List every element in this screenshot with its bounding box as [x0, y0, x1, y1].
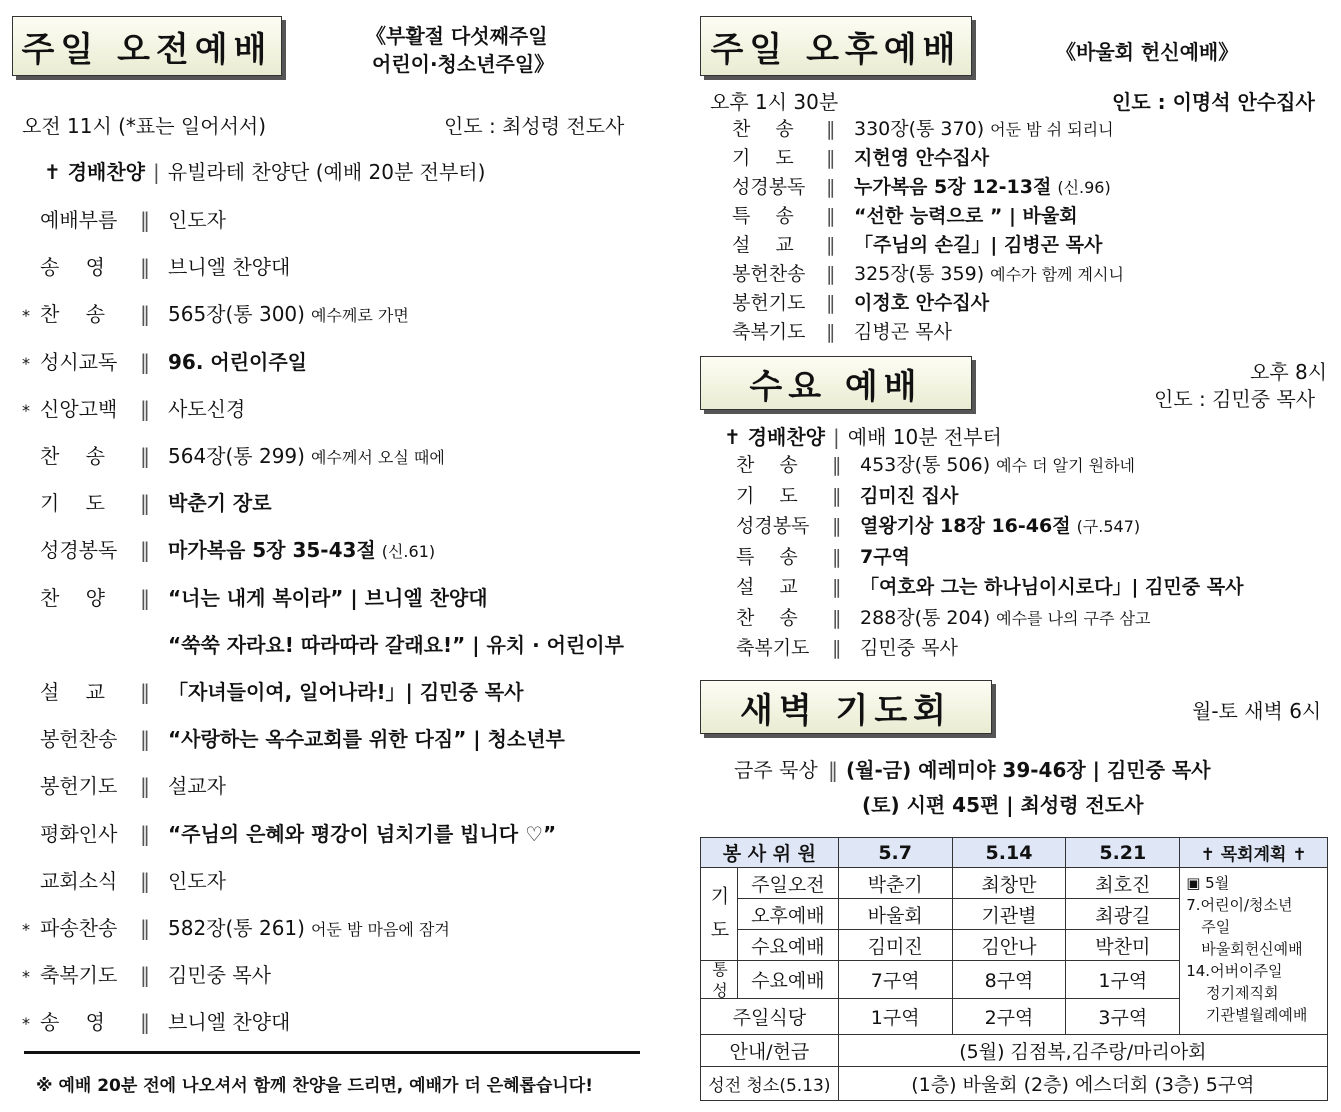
- order-item: [22, 298, 409, 327]
- clean-value: (1층) 바울회 (2층) 에스더회 (3층) 5구역: [838, 1067, 1327, 1101]
- order-value: “선한 능력으로 ” | 바울회: [854, 205, 1078, 227]
- order-label: 기 도: [732, 147, 794, 169]
- table-cell: 최창만: [952, 868, 1066, 899]
- order-value: 브니엘 찬양대: [168, 1010, 291, 1035]
- plan-line: 주일: [1186, 918, 1231, 936]
- wed-pre-praise-label: ✝ 경배찬양: [724, 425, 826, 449]
- order-item: [22, 865, 226, 894]
- order-value: “사랑하는 옥수교회를 위한 다짐” | 청소년부: [168, 727, 565, 752]
- order-value: 325장(통 359): [854, 263, 985, 285]
- order-value: 288장(통 204): [860, 606, 991, 629]
- afternoon-time: 오후 1시 30분: [710, 90, 839, 114]
- order-label: 송 영: [40, 255, 105, 280]
- separator: ‖: [140, 208, 150, 232]
- dawn-label: 금주 묵상: [734, 758, 818, 782]
- order-label: 봉헌기도: [732, 292, 806, 314]
- separator: ‖: [140, 1010, 150, 1035]
- plan-line: 7.어린이/청소년: [1186, 896, 1293, 914]
- order-note: 어둔 밤 쉬 되리니: [990, 120, 1114, 139]
- order-item: [22, 676, 523, 705]
- separator: ‖: [140, 444, 150, 468]
- wednesday-pre-praise: ✝ 경배찬양 | 예배 10분 전부터: [724, 421, 1002, 450]
- separator: ‖: [140, 585, 150, 610]
- order-label: 신앙고백: [40, 396, 118, 421]
- afternoon-service-title: 주일 오후예배: [700, 16, 972, 76]
- order-note: 예수께로 가면: [310, 306, 409, 326]
- order-label: 설 교: [732, 234, 794, 256]
- table-cell: 3구역: [1066, 999, 1180, 1035]
- order-label: 송 영: [40, 1010, 105, 1035]
- order-item: [22, 912, 450, 941]
- order-value: 마가복음 5장 35-43절: [168, 538, 376, 563]
- order-value: 김병곤 목사: [854, 321, 952, 343]
- order-item: [732, 317, 952, 344]
- order-label: 성경봉독: [40, 538, 118, 563]
- order-item: [736, 633, 958, 660]
- separator: ‖: [826, 234, 836, 256]
- row-label: 주일식당: [701, 999, 839, 1035]
- order-label: 평화인사: [40, 821, 118, 846]
- standing-mark: *: [22, 1014, 30, 1034]
- row-label: 오후예배: [737, 899, 838, 930]
- order-value: 인도자: [168, 868, 226, 893]
- table-cell: 김미진: [838, 930, 952, 961]
- order-item: [22, 959, 271, 988]
- wednesday-leader: 인도 : 김민중 목사: [1154, 387, 1316, 411]
- order-item: [22, 346, 307, 375]
- order-note: (구.547): [1076, 517, 1141, 536]
- morning-subtitle-1: 《부활절 다섯째주일: [366, 24, 548, 48]
- order-label: 설 교: [40, 680, 105, 704]
- dawn-prayer-title: 새벽 기도회: [700, 680, 992, 734]
- order-label: 기 도: [40, 491, 105, 516]
- order-value: 김미진 집사: [860, 484, 959, 507]
- clean-label: 성전 청소(5.13): [701, 1067, 839, 1101]
- standing-mark: *: [22, 967, 30, 987]
- separator: ‖: [140, 963, 150, 988]
- order-note: 예수가 함께 계시니: [990, 265, 1124, 284]
- order-note: 예수께서 오실 때에: [310, 448, 445, 467]
- order-label: 찬 송: [736, 606, 798, 629]
- order-item: [736, 511, 1140, 538]
- order-item: [22, 487, 272, 516]
- table-cell: 김안나: [952, 930, 1066, 961]
- order-value: 열왕기상 18장 16-46절: [860, 515, 1071, 537]
- separator: ‖: [832, 515, 842, 537]
- separator: ‖: [140, 868, 150, 893]
- separator: ‖: [140, 491, 150, 516]
- order-note: 예수 더 알기 원하네: [996, 456, 1136, 475]
- order-label: 찬 송: [40, 302, 105, 327]
- order-note: (신.61): [381, 542, 436, 562]
- separator: ‖: [140, 396, 150, 421]
- order-item: [22, 1006, 290, 1035]
- separator: ‖: [826, 292, 836, 314]
- morning-leader: 인도 : 최성령 전도사: [444, 114, 625, 138]
- order-label: 성경봉독: [736, 515, 810, 537]
- order-item: [22, 534, 435, 563]
- standing-mark: *: [22, 306, 30, 326]
- order-item: [732, 259, 1124, 286]
- order-note: (신.96): [1057, 178, 1111, 197]
- plan-line: 14.어버이주일: [1186, 962, 1283, 980]
- order-value: 김민중 목사: [860, 637, 958, 659]
- order-note: 예수를 나의 구주 삼고: [996, 608, 1151, 628]
- pre-praise-value: 유빌라테 찬양단 (예배 20분 전부터): [167, 160, 486, 184]
- guide-label: 안내/헌금: [701, 1035, 839, 1067]
- date-col-3: 5.21: [1066, 838, 1180, 868]
- footer-divider: [24, 1051, 640, 1054]
- wednesday-time: 오후 8시: [1250, 360, 1328, 384]
- separator: ‖: [140, 916, 150, 940]
- order-value: 564장(통 299): [168, 444, 305, 468]
- order-value: 누가복음 5장 12-13절: [854, 176, 1052, 198]
- order-value: 박춘기 장로: [168, 491, 272, 516]
- order-item: [736, 481, 958, 508]
- pre-praise-label: ✝ 경배찬양: [44, 160, 146, 184]
- roster-header: 봉 사 위 원: [701, 838, 839, 868]
- table-cell: 박찬미: [1066, 930, 1180, 961]
- order-item: [22, 770, 226, 799]
- separator: ‖: [140, 349, 150, 374]
- order-value: 「주님의 손길」| 김병곤 목사: [854, 234, 1103, 256]
- order-label: 축복기도: [736, 637, 810, 659]
- order-item: [22, 723, 565, 752]
- dawn-meditation: 금주 묵상 ‖ (월-금) 예레미야 39-46장 | 김민중 목사: [734, 754, 1211, 783]
- order-item: [22, 818, 556, 847]
- table-cell: 1구역: [838, 999, 952, 1035]
- separator: ‖: [832, 545, 842, 568]
- separator: ‖: [140, 774, 150, 799]
- order-value: 김민중 목사: [168, 963, 271, 988]
- order-value: 사도신경: [168, 396, 246, 421]
- row-label: 주일오전: [737, 868, 838, 899]
- morning-footer-note: ※ 예배 20분 전에 나오셔서 함께 찬양을 드리면, 예배가 더 은혜롭습니다!: [36, 1076, 593, 1096]
- order-label: 축복기도: [40, 963, 118, 988]
- order-item: [736, 603, 1150, 630]
- order-label: 봉헌찬송: [732, 263, 806, 285]
- order-value: 「여호와 그는 하나님이시로다」| 김민중 목사: [860, 576, 1244, 598]
- separator: ‖: [826, 176, 836, 198]
- plan-line: 정기제직회: [1186, 984, 1279, 1002]
- dawn-time: 월-토 새벽 6시: [1192, 699, 1322, 723]
- wed-pre-praise-value: 예배 10분 전부터: [847, 425, 1002, 449]
- plan-line: 바울회헌신예배: [1186, 940, 1303, 958]
- order-item: [22, 629, 624, 658]
- order-value: 브니엘 찬양대: [168, 255, 291, 280]
- order-item: [736, 450, 1135, 477]
- order-label: 예배부름: [40, 208, 118, 232]
- order-value: “너는 내게 복이라” | 브니엘 찬양대: [168, 585, 488, 610]
- table-cell: 2구역: [952, 999, 1066, 1035]
- separator: ‖: [826, 118, 836, 140]
- order-label: 특 송: [736, 545, 798, 568]
- order-value: 96. 어린이주일: [168, 349, 307, 374]
- order-item: [736, 572, 1243, 599]
- order-value: 582장(통 261): [168, 916, 305, 940]
- order-label: 성시교독: [40, 349, 118, 374]
- separator: ‖: [832, 454, 842, 476]
- order-item: [22, 251, 290, 280]
- dawn-line-1: (월-금) 예레미야 39-46장 | 김민중 목사: [846, 758, 1211, 782]
- order-value: 지헌영 안수집사: [854, 147, 990, 169]
- order-value: 「자녀들이여, 일어나라!」| 김민중 목사: [168, 680, 524, 704]
- afternoon-leader: 인도 : 이명석 안수집사: [1112, 90, 1315, 114]
- dawn-line-2: (토) 시편 45편 | 최성령 전도사: [862, 793, 1144, 817]
- afternoon-subtitle: 《바울회 헌신예배》: [1056, 40, 1239, 64]
- table-cell: 8구역: [952, 961, 1066, 999]
- separator: ‖: [140, 821, 150, 846]
- plan-line: 기관별월례예배: [1186, 1006, 1308, 1024]
- order-item: [732, 143, 989, 170]
- plan-line: ▣ 5월: [1186, 874, 1230, 892]
- order-item: [732, 288, 989, 315]
- order-item: [22, 204, 226, 233]
- separator: ‖: [832, 576, 842, 598]
- separator: ‖: [140, 727, 150, 752]
- separator: ‖: [832, 484, 842, 507]
- separator: ‖: [140, 302, 150, 327]
- order-item: [22, 582, 488, 611]
- order-value: “주님의 은혜와 평강이 넘치기를 빕니다 ♡”: [168, 821, 557, 846]
- row-label: 수요예배: [737, 930, 838, 961]
- table-cell: 최광길: [1066, 899, 1180, 930]
- order-item: [736, 542, 910, 569]
- order-item: [22, 440, 445, 469]
- separator: ‖: [140, 255, 150, 280]
- separator: ‖: [826, 321, 836, 343]
- wednesday-service-title: 수요 예배: [700, 356, 972, 410]
- separator: ‖: [140, 538, 150, 563]
- order-note: 어둔 밤 마음에 잠겨: [310, 920, 450, 939]
- order-item: [22, 393, 245, 422]
- table-cell: 최호진: [1066, 868, 1180, 899]
- order-value: 7구역: [860, 545, 910, 568]
- order-label: 교회소식: [40, 868, 118, 893]
- row-label: 수요예배: [737, 961, 838, 999]
- prayer-group-label: 기 도: [701, 868, 738, 961]
- order-value: 565장(통 300): [168, 302, 305, 327]
- order-label: 특 송: [732, 205, 794, 227]
- order-label: 찬 송: [732, 118, 794, 140]
- morning-pre-praise: ✝ 경배찬양 | 유빌라테 찬양단 (예배 20분 전부터): [44, 156, 485, 185]
- morning-subtitle-2: 어린이·청소년주일》: [372, 52, 555, 76]
- order-value: 설교자: [168, 774, 226, 799]
- order-item: [732, 201, 1078, 228]
- morning-time: 오전 11시 (*표는 일어서서): [22, 114, 267, 138]
- order-item: [732, 172, 1111, 199]
- separator: ‖: [826, 263, 836, 285]
- order-label: 파송찬송: [40, 916, 118, 940]
- order-value: 이정호 안수집사: [854, 292, 990, 314]
- order-value: 453장(통 506): [860, 454, 991, 476]
- table-cell: 바울회: [838, 899, 952, 930]
- date-col-1: 5.7: [838, 838, 952, 868]
- separator: ‖: [140, 680, 150, 704]
- tongsung-group-label: 통 성: [701, 961, 738, 999]
- standing-mark: *: [22, 920, 30, 939]
- order-label: 설 교: [736, 576, 798, 598]
- order-label: 축복기도: [732, 321, 806, 343]
- order-label: 찬 송: [40, 444, 105, 468]
- order-label: 찬 양: [40, 585, 105, 610]
- table-cell: 1구역: [1066, 961, 1180, 999]
- order-label: 찬 송: [736, 454, 798, 476]
- guide-value: (5월) 김점복,김주랑/마리아회: [838, 1035, 1327, 1067]
- order-item: [732, 230, 1102, 257]
- separator: ‖: [832, 637, 842, 659]
- order-label: 성경봉독: [732, 176, 806, 198]
- separator: ‖: [826, 147, 836, 169]
- order-label: 봉헌기도: [40, 774, 118, 799]
- order-value: 인도자: [168, 208, 226, 232]
- order-label: 기 도: [736, 484, 798, 507]
- standing-mark: *: [22, 353, 30, 373]
- table-cell: 7구역: [838, 961, 952, 999]
- order-label: 봉헌찬송: [40, 727, 118, 752]
- separator: ‖: [832, 606, 842, 629]
- order-item: [732, 114, 1114, 141]
- order-value: “쑥쑥 자라요! 따라따라 갈래요!” | 유치 · 어린이부: [168, 632, 624, 657]
- order-value: 330장(통 370): [854, 118, 985, 140]
- service-roster-table: [700, 837, 1328, 1101]
- table-cell: 박춘기: [838, 868, 952, 899]
- plan-header: ✝ 목회계획 ✝: [1180, 838, 1328, 868]
- separator: ‖: [826, 205, 836, 227]
- date-col-2: 5.14: [952, 838, 1066, 868]
- standing-mark: *: [22, 400, 30, 420]
- morning-service-title: 주일 오전예배: [12, 16, 282, 76]
- table-cell: 기관별: [952, 899, 1066, 930]
- pastoral-plan: [1180, 868, 1328, 1035]
